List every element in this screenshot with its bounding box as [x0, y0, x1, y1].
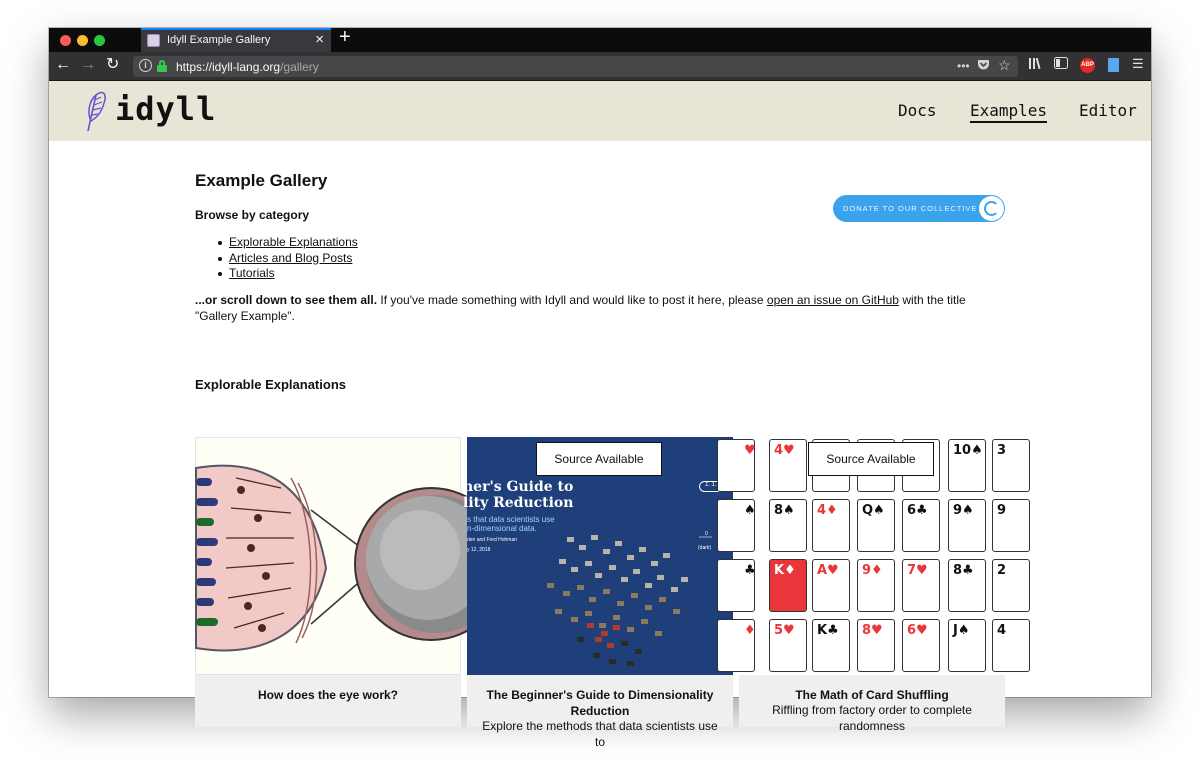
- card-description: Riffling from factory order to complete randomness: [772, 703, 972, 733]
- intro-text: If you've made something with Idyll and would like to post it here, please: [377, 293, 767, 307]
- thumb-legend: 1. 1.: [699, 481, 739, 492]
- donate-button[interactable]: [833, 195, 1005, 222]
- card-description: Explore the methods that data scientists use to: [482, 719, 718, 749]
- url-path: /gallery: [280, 60, 319, 74]
- tab-idyll-gallery[interactable]: [141, 28, 331, 52]
- card-title[interactable]: The Math of Card Shuffling: [795, 688, 949, 702]
- info-icon[interactable]: i: [139, 59, 152, 72]
- list-item: [229, 266, 358, 282]
- playing-card-label: Q♠: [862, 503, 885, 518]
- thumb-subtitle: s that data scientists use: [467, 515, 555, 524]
- gallery-card-dimensionality[interactable]: [463, 437, 733, 749]
- category-list: [229, 235, 358, 282]
- site-header: [49, 81, 1151, 141]
- hamburger-menu-icon[interactable]: ☰: [1132, 56, 1144, 71]
- playing-card: [902, 499, 940, 552]
- playing-card: [769, 619, 807, 672]
- thumb-authors: den and Fred Hohman: [467, 537, 518, 543]
- playing-card-label: 8♣: [953, 563, 974, 578]
- playing-card: [769, 559, 807, 612]
- playing-card-label: 7♥: [907, 563, 928, 578]
- intro-paragraph: [195, 293, 995, 324]
- playing-card: [857, 559, 895, 612]
- playing-card-label: 3: [997, 443, 1007, 458]
- source-available-badge[interactable]: Source Available: [808, 442, 934, 476]
- nav-docs-link[interactable]: Docs: [898, 101, 937, 120]
- minimize-window-button[interactable]: [77, 35, 88, 46]
- category-link-explorable[interactable]: Explorable Explanations: [229, 235, 358, 249]
- playing-card: [857, 619, 895, 672]
- browser-window: [49, 26, 1151, 749]
- playing-card: [769, 439, 807, 492]
- playing-card: [857, 499, 895, 552]
- url-host: https://idyll-lang.org: [176, 60, 281, 74]
- thumb-date: y 12, 2018: [467, 547, 491, 553]
- playing-card: [948, 499, 986, 552]
- category-link-tutorials[interactable]: Tutorials: [229, 266, 275, 280]
- playing-card-label: 4♦: [817, 503, 838, 518]
- shuffling-thumbnail: [739, 437, 1005, 675]
- close-tab-icon[interactable]: ×: [315, 31, 324, 48]
- bookmark-star-icon[interactable]: ☆: [998, 57, 1011, 73]
- eye-thumbnail: [195, 437, 461, 675]
- playing-card: [992, 499, 1030, 552]
- playing-card: [812, 619, 850, 672]
- source-available-badge[interactable]: Source Available: [536, 442, 662, 476]
- playing-card-label: ♠: [744, 503, 756, 518]
- page-content: [49, 141, 1151, 749]
- playing-card-label: 4: [997, 623, 1007, 638]
- playing-card-label: 6♥: [907, 623, 928, 638]
- donate-label: DONATE TO OUR COLLECTIVE: [843, 204, 978, 213]
- card-title[interactable]: The Beginner's Guide to Dimensionality Reduction: [486, 688, 714, 718]
- url-bar[interactable]: [133, 56, 1018, 77]
- back-icon[interactable]: ←: [55, 56, 71, 73]
- opencollective-icon: [979, 196, 1004, 221]
- playing-card: [992, 559, 1030, 612]
- playing-card-label: ♥: [744, 443, 756, 458]
- playing-card-label: 8♠: [774, 503, 795, 518]
- sidebar-icon[interactable]: [1054, 57, 1068, 72]
- adblock-plus-icon[interactable]: ABP: [1080, 58, 1095, 73]
- forward-icon[interactable]: →: [80, 56, 96, 73]
- nav-editor-link[interactable]: Editor: [1079, 101, 1137, 120]
- dimensionality-thumbnail: [463, 437, 733, 675]
- playing-card-label: 5♥: [774, 623, 795, 638]
- list-item: [229, 235, 358, 251]
- playing-card-label: 10♠: [953, 443, 983, 458]
- zoom-window-button[interactable]: [94, 35, 105, 46]
- url-text[interactable]: [176, 60, 319, 74]
- thumb-axis-value: 0: [705, 531, 708, 537]
- thumb-title: ner's Guide to: [463, 479, 574, 495]
- playing-card: [948, 619, 986, 672]
- list-item: [229, 251, 358, 267]
- tab-strip: [49, 28, 1151, 52]
- github-issue-link[interactable]: open an issue on GitHub: [766, 293, 899, 307]
- new-tab-button[interactable]: +: [339, 26, 351, 48]
- reload-icon[interactable]: ↻: [106, 56, 120, 73]
- playing-card-label: K♦: [774, 563, 796, 578]
- intro-bold: ...or scroll down to see them all.: [195, 293, 378, 307]
- nav-examples-link[interactable]: Examples: [970, 101, 1047, 123]
- playing-card: [717, 499, 755, 552]
- navigation-toolbar: [49, 52, 1151, 81]
- playing-card: [948, 439, 986, 492]
- playing-card-label: K♣: [817, 623, 839, 638]
- section-heading: Explorable Explanations: [195, 377, 346, 392]
- page-actions-icon[interactable]: •••: [957, 59, 970, 73]
- playing-card: [717, 439, 755, 492]
- playing-card: [902, 559, 940, 612]
- eye-illustration-icon: [196, 438, 462, 676]
- lock-icon: [157, 60, 167, 71]
- thumb-axis-label: (dark): [698, 545, 712, 551]
- feather-logo-icon[interactable]: [82, 87, 108, 133]
- playing-card: [992, 439, 1030, 492]
- favicon-icon: [147, 34, 160, 47]
- thumb-title-2: lity Reduction: [463, 495, 574, 511]
- playing-card-label: ♣: [744, 563, 756, 578]
- playing-card-label: 2: [997, 563, 1007, 578]
- site-logo-text[interactable]: idyll: [115, 90, 217, 128]
- playing-card-label: 9: [997, 503, 1007, 518]
- playing-card-label: 8♥: [862, 623, 883, 638]
- gallery-card-eye[interactable]: [195, 437, 461, 727]
- playing-card: [812, 499, 850, 552]
- gallery-card-shuffling[interactable]: [739, 437, 1007, 733]
- browse-heading: Browse by category: [195, 208, 310, 222]
- playing-card-label: ♦: [744, 623, 756, 638]
- playing-card-label: 4♥: [774, 443, 795, 458]
- playing-card: [812, 559, 850, 612]
- playing-card: [992, 619, 1030, 672]
- playing-card-label: J♠: [953, 623, 970, 638]
- intro-tail: with the title "Gallery Example".: [195, 293, 966, 323]
- playing-card-label: 9♦: [862, 563, 883, 578]
- page-title: Example Gallery: [195, 171, 328, 190]
- playing-card: [902, 619, 940, 672]
- playing-card: [948, 559, 986, 612]
- category-link-articles[interactable]: Articles and Blog Posts: [229, 250, 353, 265]
- library-icon[interactable]: [1029, 57, 1042, 72]
- playing-card: [717, 559, 755, 612]
- close-window-button[interactable]: [60, 35, 71, 46]
- document-extension-icon[interactable]: [1108, 58, 1119, 72]
- pocket-icon[interactable]: [977, 59, 990, 74]
- thumb-subtitle-2: n-dimensional data.: [467, 524, 537, 533]
- playing-card: [717, 619, 755, 672]
- playing-card-label: 9♠: [953, 503, 974, 518]
- playing-card: [769, 499, 807, 552]
- playing-card-label: A♥: [817, 563, 839, 578]
- card-title[interactable]: How does the eye work?: [257, 688, 399, 702]
- playing-card-label: 6♣: [907, 503, 928, 518]
- tab-title: Idyll Example Gallery: [167, 34, 271, 46]
